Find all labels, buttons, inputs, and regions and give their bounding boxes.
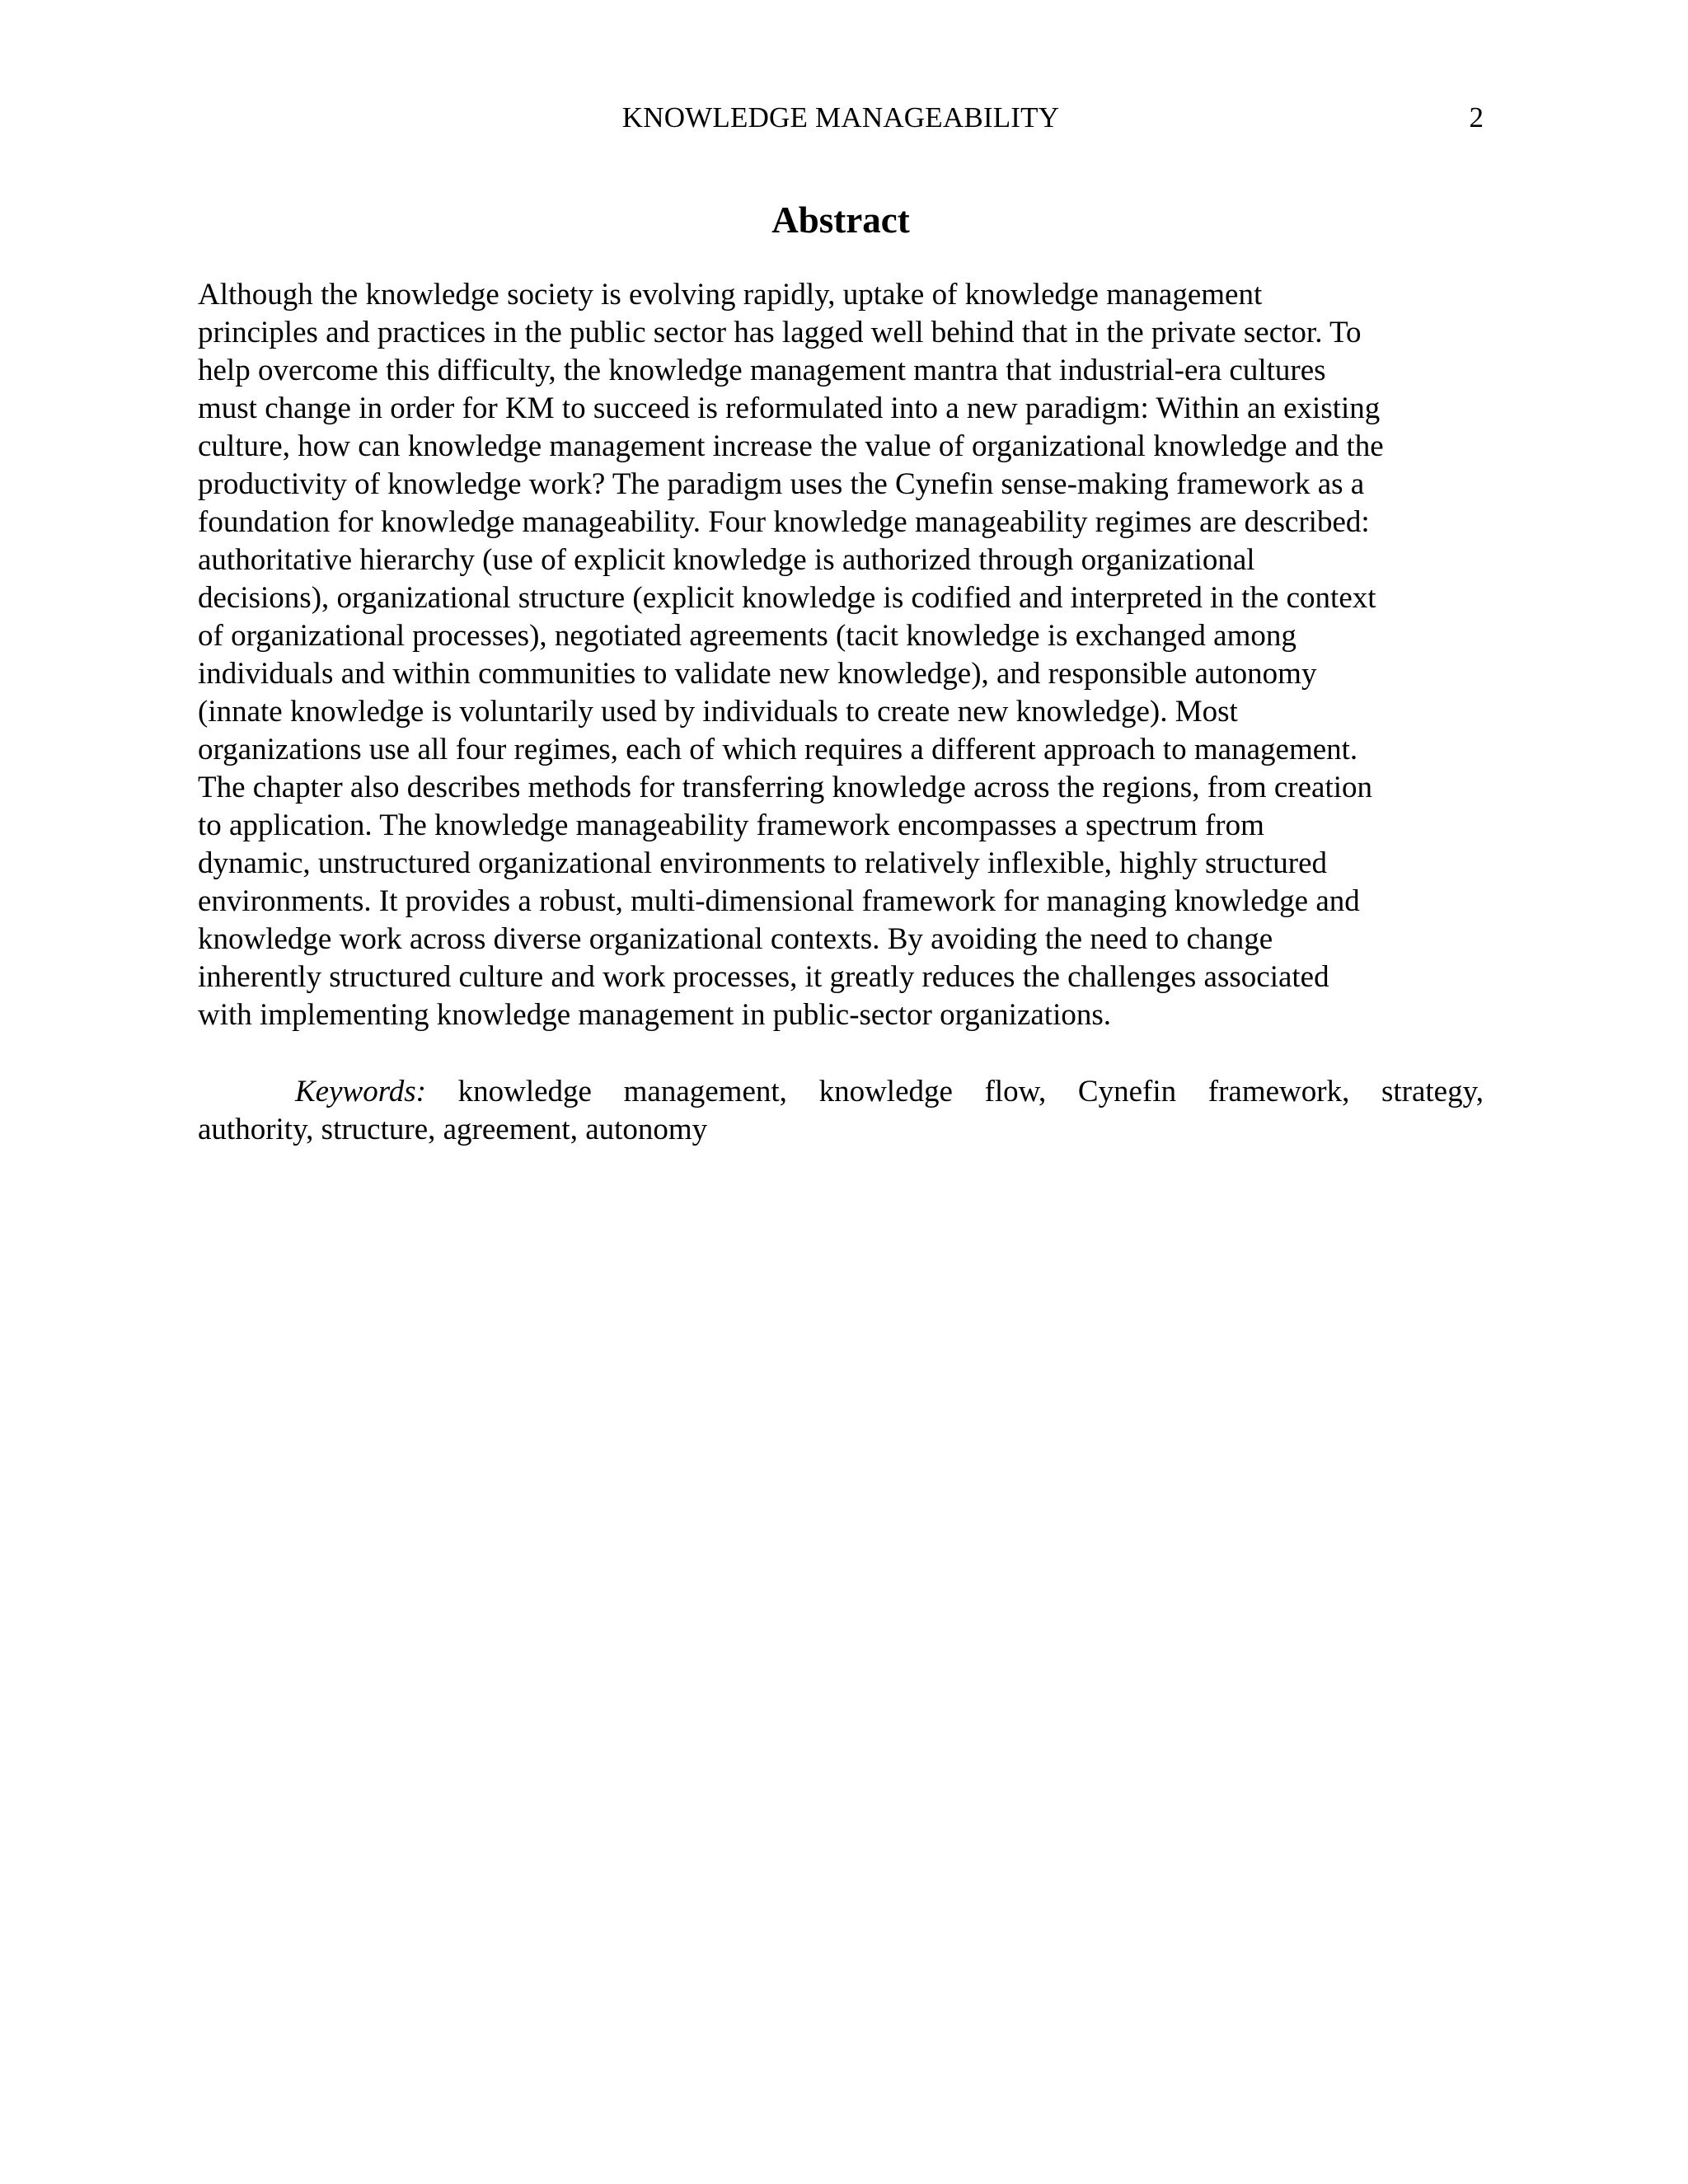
abstract-line: authoritative hierarchy (use of explicit knowledge is authorized through organizational: [198, 543, 1255, 577]
running-head: [198, 97, 1484, 138]
abstract-line: Although the knowledge society is evolving rapidly, uptake of knowledge management: [198, 278, 1263, 312]
abstract-line: inherently structured culture and work processes, it greatly reduces the challenges associated: [198, 960, 1329, 994]
abstract-line: of organizational processes), negotiated agreements (tacit knowledge is exchanged among: [198, 619, 1296, 653]
abstract-line: culture, how can knowledge management increase the value of organizational knowledge and the: [198, 429, 1384, 463]
abstract-line: environments. It provides a robust, multi-dimensional framework for managing knowledge and: [198, 884, 1360, 918]
keyword-word: flow,: [984, 1075, 1047, 1108]
abstract-line: decisions), organizational structure (explicit knowledge is codified and interpreted in the context: [198, 581, 1376, 615]
keyword-word: framework,: [1207, 1075, 1350, 1108]
abstract-line: help overcome this difficulty, the knowledge management mantra that industrial-era cultures: [198, 354, 1326, 387]
page-number: 2: [1469, 101, 1484, 134]
abstract-line: principles and practices in the public sector has lagged well behind that in the private sector. To: [198, 316, 1362, 349]
running-title: KNOWLEDGE MANAGEABILITY: [621, 101, 1060, 134]
abstract-line: productivity of knowledge work? The paradigm uses the Cynefin sense-making framework as a: [198, 467, 1365, 501]
abstract-heading: Abstract: [771, 199, 910, 241]
abstract-line: individuals and within communities to validate new knowledge), and responsible autonomy: [198, 657, 1317, 691]
keyword-word: strategy,: [1381, 1075, 1484, 1108]
keywords-label: Keywords:: [295, 1075, 426, 1108]
abstract-line: foundation for knowledge manageability. Four knowledge manageability regimes are described:: [198, 505, 1370, 539]
keywords-line-2: authority, structure, agreement, autonomy: [198, 1113, 708, 1146]
abstract-line: knowledge work across diverse organizational contexts. By avoiding the need to change: [198, 922, 1273, 956]
keyword-word: Cynefin: [1077, 1075, 1177, 1108]
abstract-line: organizations use all four regimes, each of which requires a different approach to management.: [198, 733, 1358, 766]
abstract-line: must change in order for KM to succeed is reformulated into a new paradigm: Within an existing: [198, 391, 1381, 425]
abstract-line: dynamic, unstructured organizational environments to relatively inflexible, highly structured: [198, 846, 1327, 880]
keyword-word: knowledge: [818, 1075, 953, 1108]
abstract-line: with implementing knowledge management in public-sector organizations.: [198, 998, 1112, 1032]
abstract-line: (innate knowledge is voluntarily used by individuals to create new knowledge). Most: [198, 695, 1238, 729]
abstract-line: to application. The knowledge manageability framework encompasses a spectrum from: [198, 808, 1264, 842]
keywords-paragraph: [198, 1073, 1484, 1149]
keyword-word: knowledge: [457, 1075, 592, 1108]
abstract-body: [198, 276, 1484, 1034]
keywords-line-1: [198, 1073, 1484, 1111]
abstract-line: The chapter also describes methods for transferring knowledge across the regions, from creation: [198, 771, 1373, 804]
keyword-word: management,: [623, 1075, 787, 1108]
